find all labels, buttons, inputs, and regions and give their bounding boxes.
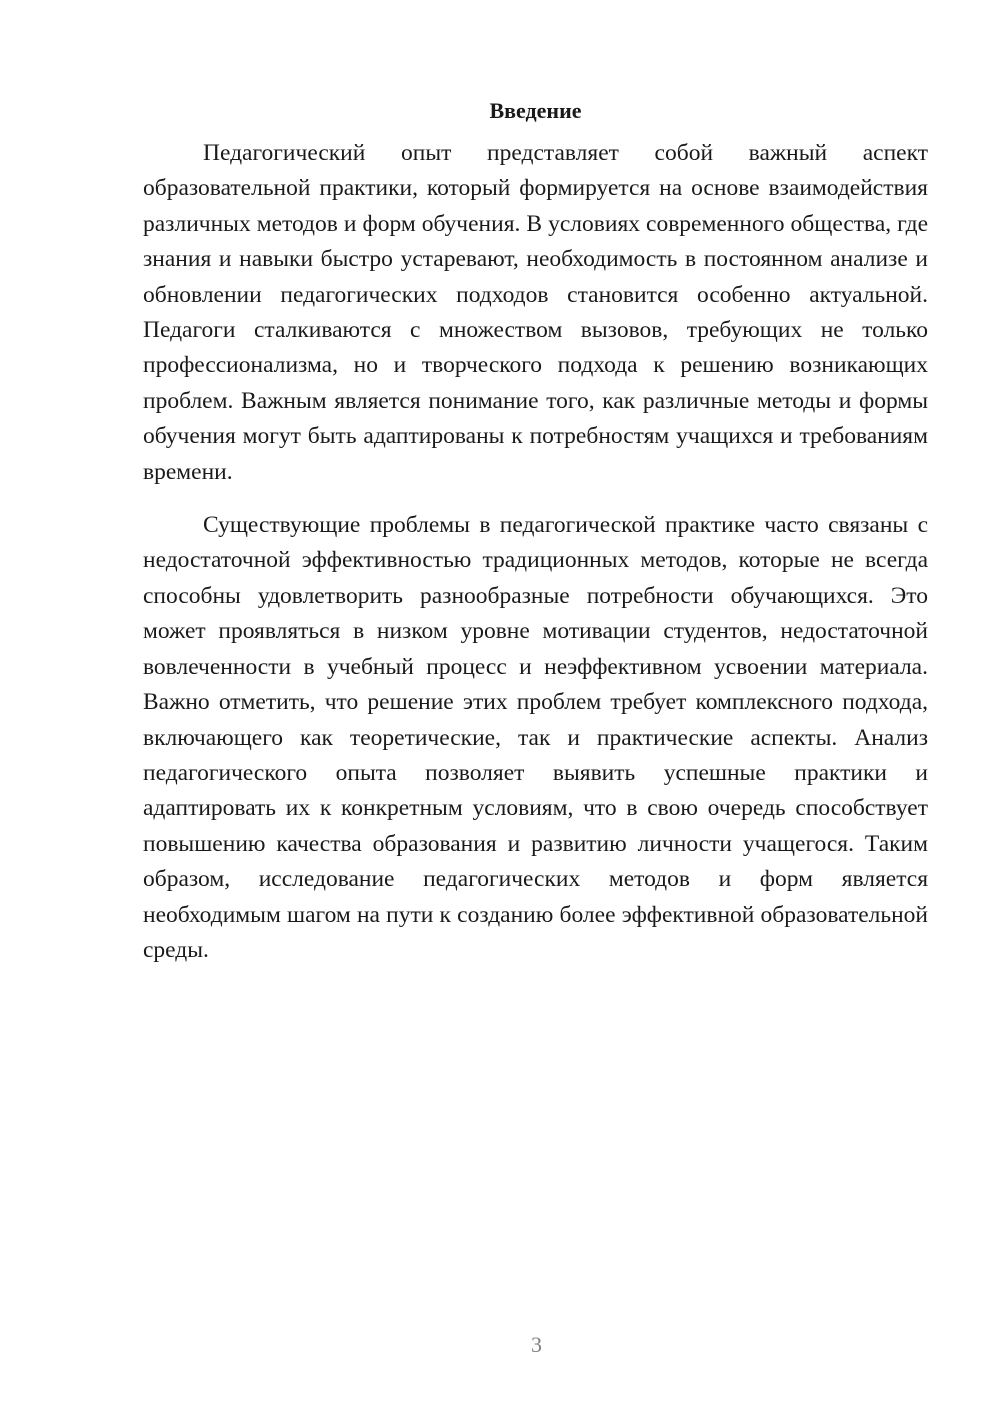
paragraph-2: Существующие проблемы в педагогической практике часто связаны с недостаточной эффективностью традиционных методов, которые не всегда способны удовлетворить разнообразные потребности обучающихся. Это может проявляться в низком уровне мотивации студентов, недостаточной вовлеченности в учебный процесс и неэффективном усвоении материала. Важно отметить, что решение этих проблем требует комплексного подхода, включающего как теоретические, так и практические аспекты. Анализ педагогического опыта позволяет выявить успешные практики и адаптировать их к конкретным условиям, что в свою очередь способствует повышению качества образования и развитию личности учащегося. Таким образом, исследование педагогических методов и форм является необходимым шагом на пути к созданию более эффективной образовательной среды. bbox=[143, 512, 928, 963]
section-heading: Введение bbox=[489, 98, 582, 123]
page-content bbox=[143, 96, 928, 968]
paragraph-1: Педагогический опыт представляет собой важный аспект образовательной практики, который формируется на основе взаимодействия различных методов и форм обучения. В условиях современного общества, где знания и навыки быстро устаревают, необходимость в постоянном анализе и обновлении педагогических подходов становится особенно актуальной. Педагоги сталкиваются с множеством вызовов, требующих не только профессионализма, но и творческого подхода к решению возникающих проблем. Важным является понимание того, как различные методы и формы обучения могут быть адаптированы к потребностям учащихся и требованиям времени. bbox=[143, 140, 928, 485]
page-number: 3 bbox=[531, 1332, 542, 1357]
